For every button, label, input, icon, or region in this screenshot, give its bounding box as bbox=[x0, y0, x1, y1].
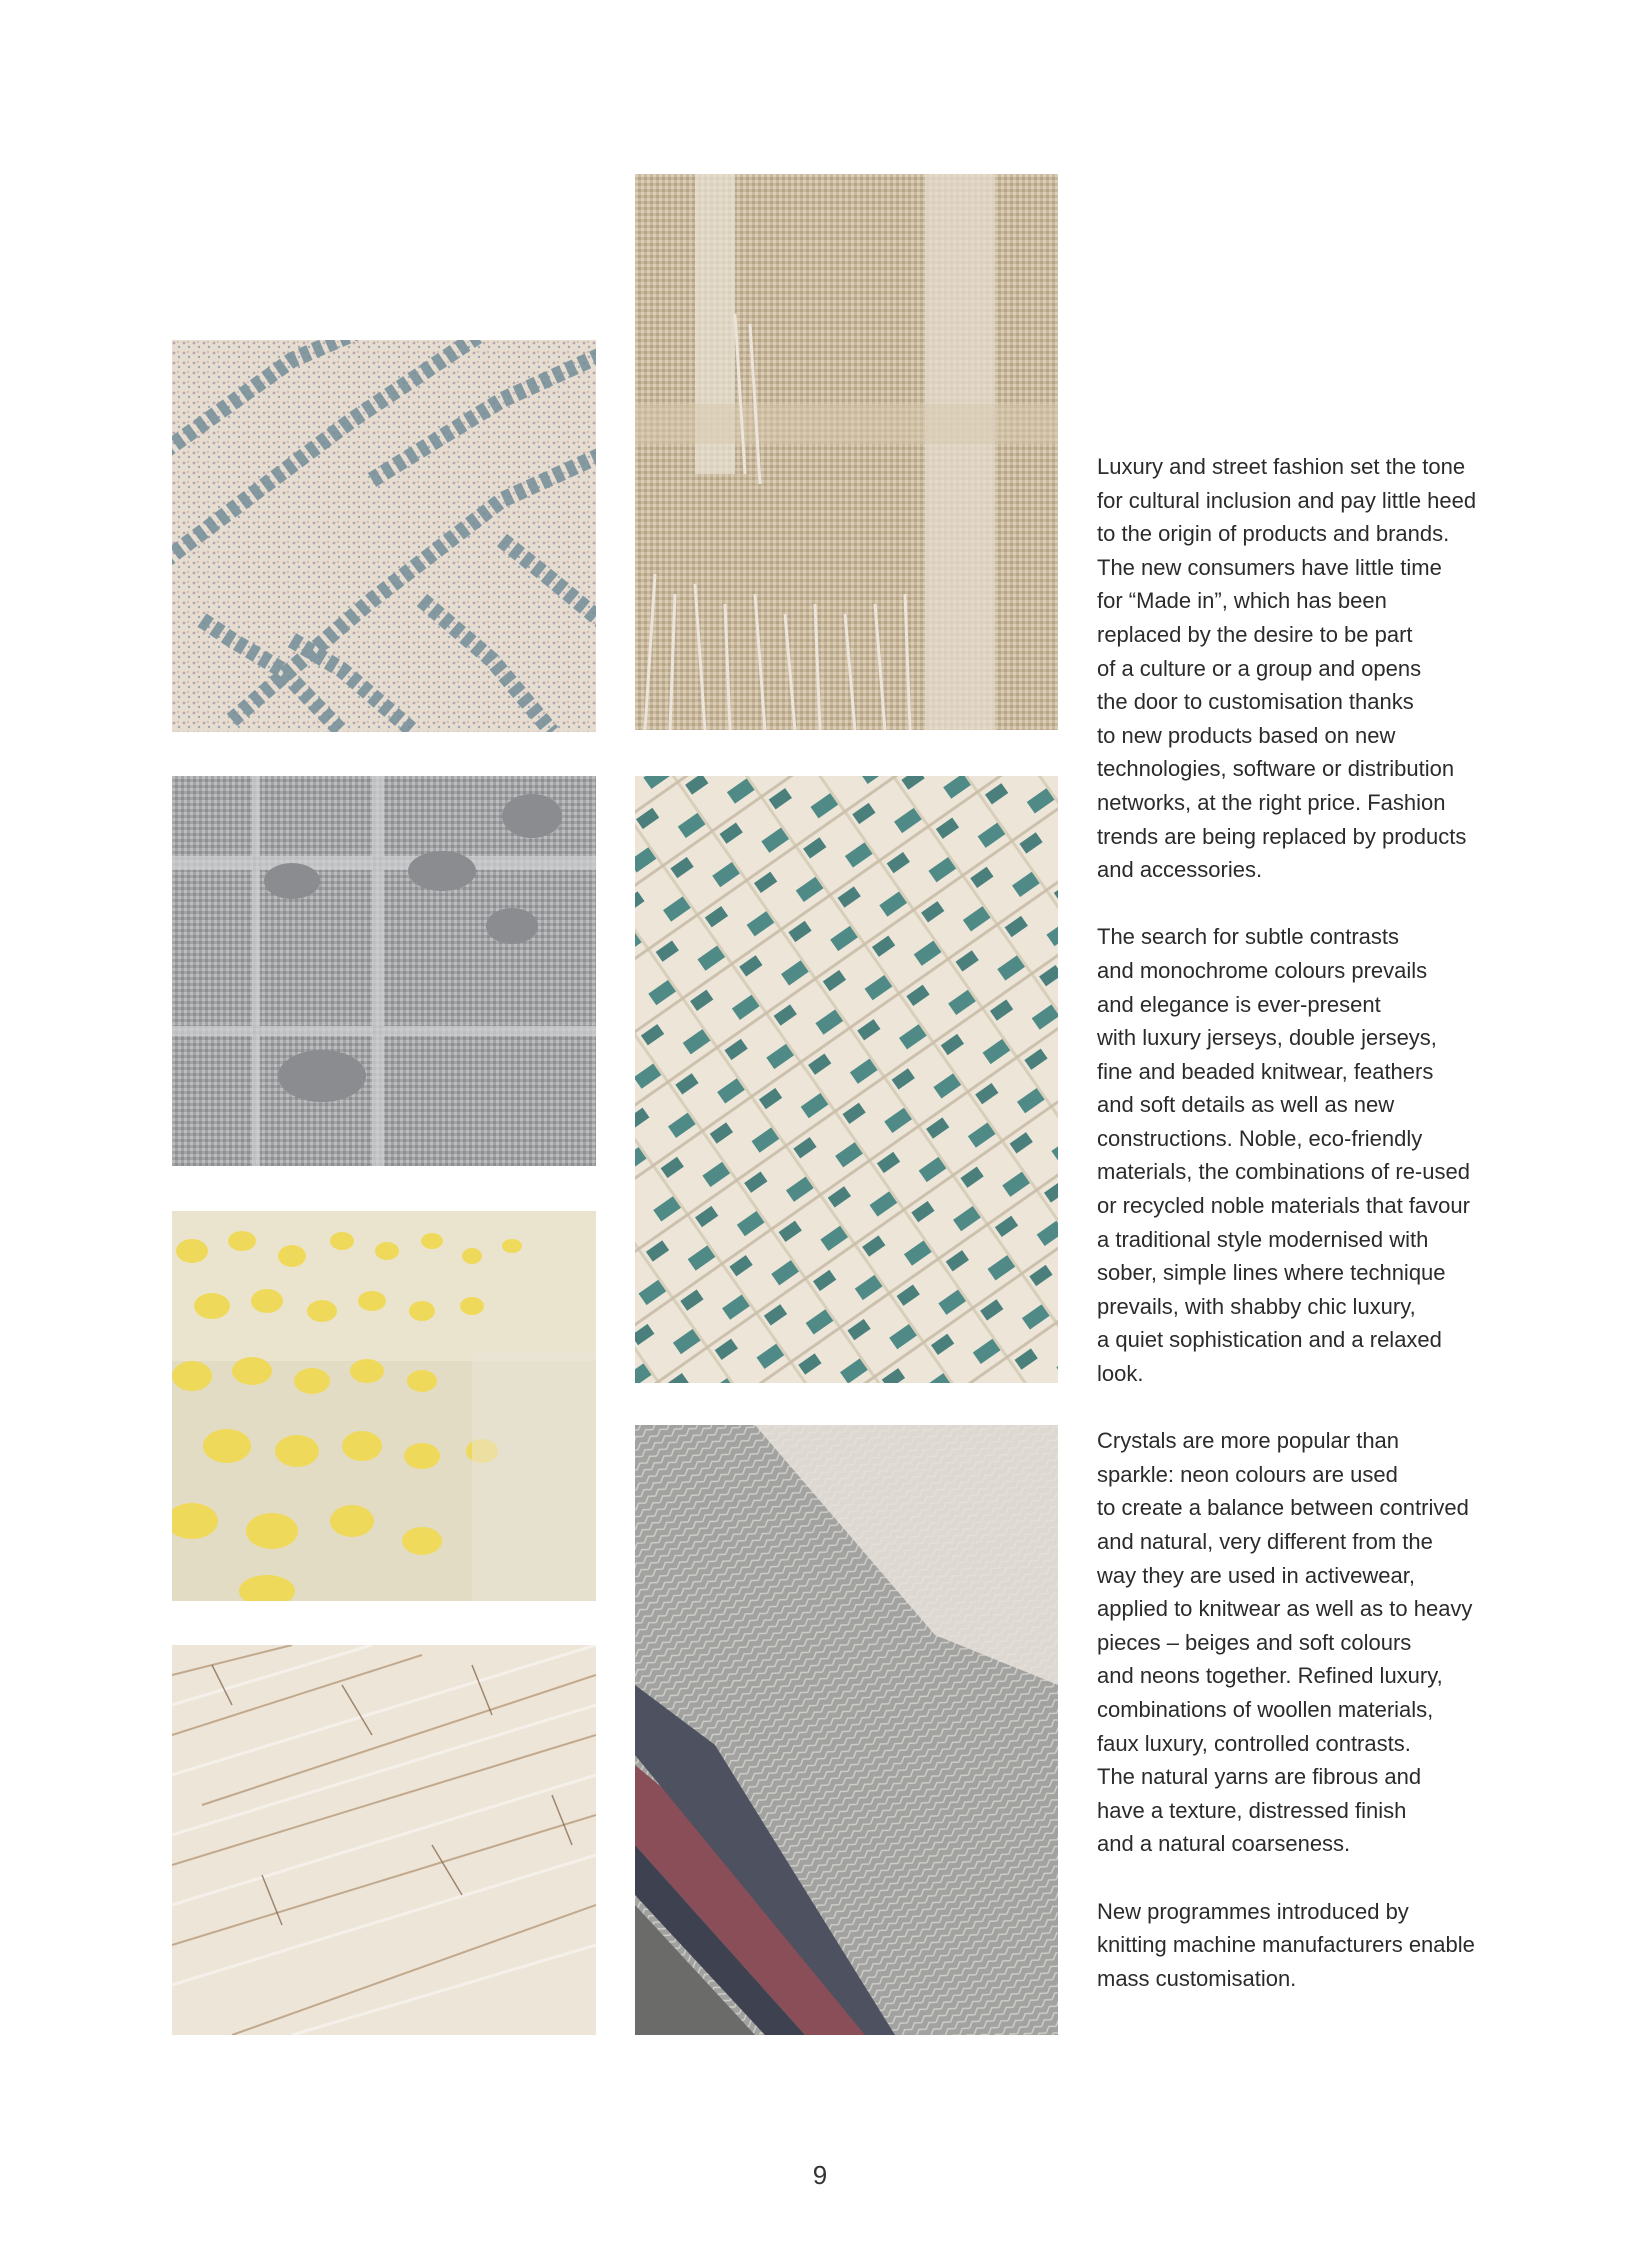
fabric-image-grey-blue-diagonal bbox=[172, 340, 596, 732]
fabric-image-beige-weave bbox=[635, 174, 1058, 730]
body-paragraph-2: The search for subtle contrasts and monochrome colours prevails and elegance is ever-present with luxury jerseys, double jerseys, fine and beaded knitwear, feathers and soft details as well as new constructions. Noble, eco-friendly materials, the combinations of re-used or recycled noble materials that favour a traditional style modernised with sober, simple lines where technique prevails, with shabby chic luxury, a quiet sophistication and a relaxed look. bbox=[1097, 924, 1470, 1387]
fabric-image-grey-tufts bbox=[172, 776, 596, 1166]
body-paragraph-1: Luxury and street fashion set the tone for cultural inclusion and pay little heed to the origin of products and brands. The new consumers have little time for “Made in”, which has been replaced by the desire to be part of a culture or a group and opens the door to customisation thanks to new products based on new technologies, software or distribution networks, at the right price. Fashion trends are being replaced by products and accessories. bbox=[1097, 454, 1477, 883]
fabric-image-yellow-flock bbox=[172, 1211, 596, 1601]
page-number: 9 bbox=[812, 2160, 828, 2190]
body-paragraph-3: Crystals are more popular than sparkle: neon colours are used to create a balance between contrived and natural, very different from the way they are used in activewear, applied to knitwear as well as to heavy pieces – beiges and soft colours and neons together. Refined luxury, combinations of woollen materials, faux luxury, controlled contrasts. The natural yarns are fibrous and have a texture, distressed finish and a natural coarseness. bbox=[1097, 1428, 1473, 1857]
fabric-image-beige-fringe bbox=[172, 1645, 596, 2035]
fabric-image-teal-check bbox=[635, 776, 1058, 1383]
fabric-image-grey-herringbone bbox=[635, 1425, 1058, 2035]
body-paragraph-4: New programmes introduced by knitting machine manufacturers enable mass customisation. bbox=[1097, 1898, 1475, 1991]
body-text-column bbox=[1097, 450, 1492, 2029]
